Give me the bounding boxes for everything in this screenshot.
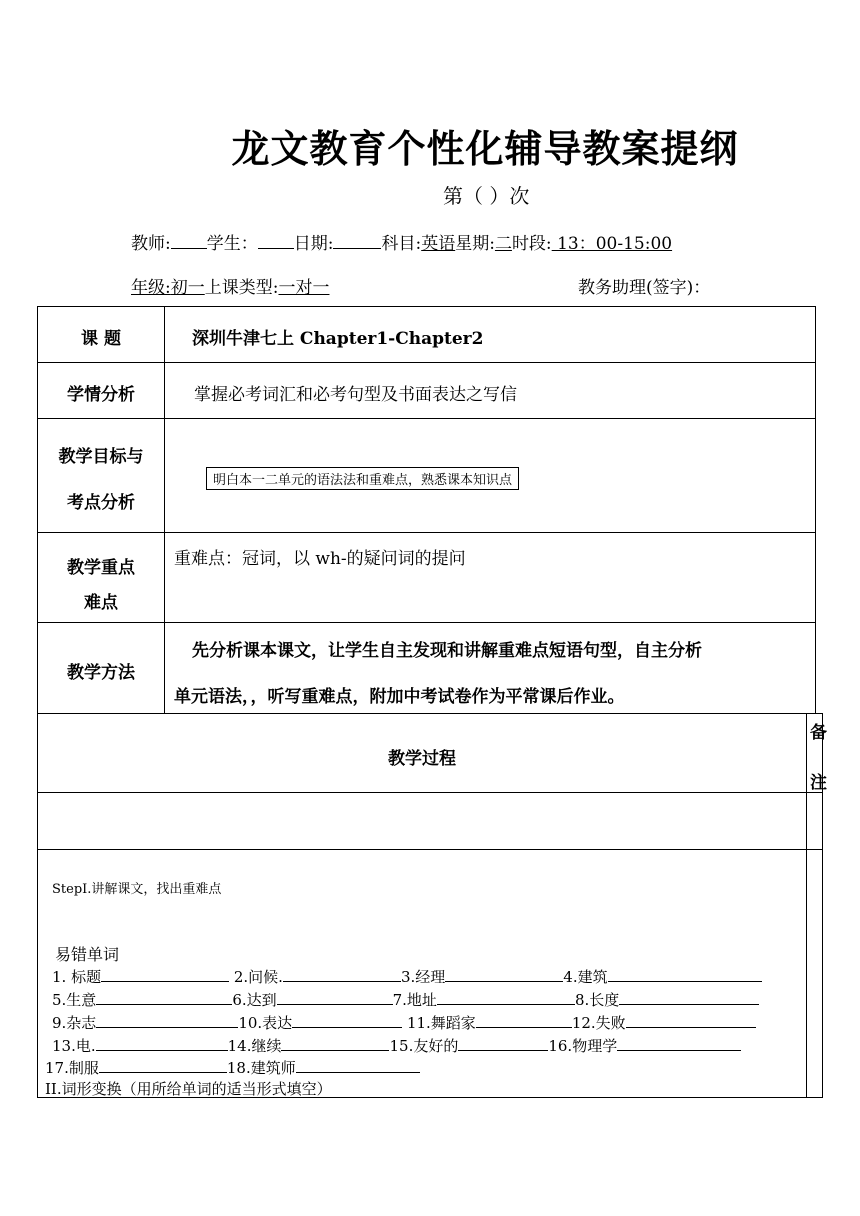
answer-blank[interactable]	[277, 990, 393, 1005]
vocab-item: 14.继续	[227, 1037, 282, 1055]
answer-blank[interactable]	[445, 967, 563, 982]
vocab-row	[52, 989, 759, 1010]
grade-label: 年级:	[131, 278, 171, 298]
vocab-item: 5.生意	[52, 991, 97, 1009]
answer-blank[interactable]	[281, 1036, 389, 1051]
session-number: 第（ ）次	[443, 184, 530, 208]
topic-label: 课 题	[81, 329, 121, 349]
vocab-item: 17.制服	[45, 1059, 99, 1077]
vocab-item: 18.建筑师	[226, 1059, 296, 1077]
answer-blank[interactable]	[608, 967, 762, 982]
vocab-item: 16.物理学	[548, 1037, 618, 1055]
vocab-row	[52, 966, 762, 987]
answer-blank[interactable]	[476, 1013, 572, 1028]
topic-value: 深圳牛津七上 Chapter1-Chapter2	[192, 329, 484, 349]
date-label: 日期:	[293, 234, 334, 254]
subject-value: 英语	[421, 234, 456, 254]
vocab-item: 9.杂志	[52, 1014, 97, 1032]
method-label: 教学方法	[67, 663, 135, 683]
answer-blank[interactable]	[296, 1058, 420, 1073]
answer-blank[interactable]	[458, 1036, 548, 1051]
info-line-2	[131, 273, 329, 298]
vocab-item: 12.失败	[571, 1014, 626, 1032]
answer-blank[interactable]	[617, 1036, 741, 1051]
answer-blank[interactable]	[283, 967, 401, 982]
vocab-item: 3.经理	[400, 968, 446, 986]
answer-blank[interactable]	[96, 1036, 228, 1051]
vocab-row	[52, 1035, 741, 1056]
teacher-label: 教师:	[131, 234, 171, 254]
student-label: 学生：	[206, 234, 258, 254]
vocab-item: 6.达到	[232, 991, 277, 1009]
period-value: 13：00-15:00	[551, 234, 673, 254]
assistant-signature: 教务助理(签字)：	[578, 278, 711, 298]
teacher-blank[interactable]	[171, 233, 207, 249]
key-label-1: 教学重点	[67, 558, 135, 578]
answer-blank[interactable]	[619, 990, 759, 1005]
key-label-2: 难点	[84, 593, 118, 613]
answer-blank[interactable]	[96, 990, 232, 1005]
vocab-title: 易错单词	[55, 945, 120, 964]
vocab-item: 2.问候.	[233, 968, 283, 986]
vocab-item: 4.建筑	[563, 968, 608, 986]
goal-label-2: 考点分析	[67, 493, 135, 513]
vocab-item: 1. 标题	[52, 968, 102, 986]
analysis-label: 学情分析	[67, 385, 135, 405]
method-line-2: 单元语法，，听写重难点，附加中考试卷作为平常课后作业。	[174, 687, 625, 707]
answer-blank[interactable]	[96, 1013, 238, 1028]
period-label: 时段:	[511, 234, 552, 254]
page-title: 龙文教育个性化辅导教案提纲	[231, 127, 739, 171]
method-line-1: 先分析课本课文，让学生自主发现和讲解重难点短语句型，自主分析	[192, 641, 702, 661]
remarks-char-1: 备	[810, 723, 827, 743]
date-blank[interactable]	[333, 233, 381, 249]
answer-blank[interactable]	[626, 1013, 756, 1028]
remarks-char-2: 注	[810, 773, 827, 793]
goal-label-1: 教学目标与	[58, 447, 144, 467]
section-two-title: II.词形变换（用所给单词的适当形式填空）	[45, 1080, 332, 1098]
answer-blank[interactable]	[292, 1013, 402, 1028]
answer-blank[interactable]	[437, 990, 575, 1005]
process-label: 教学过程	[388, 749, 456, 769]
analysis-value: 掌握必考词汇和必考句型及书面表达之写信	[194, 385, 517, 405]
vocab-item: 15.友好的	[389, 1037, 459, 1055]
key-value: 重难点：冠词，以 wh-的疑问词的提问	[174, 549, 466, 569]
vocab-item: 8.长度	[574, 991, 620, 1009]
vocab-row	[45, 1057, 420, 1078]
vocab-item: 7.地址	[392, 991, 437, 1009]
type-label: 上课类型:	[204, 278, 279, 298]
subject-label: 科目:	[381, 234, 422, 254]
student-blank[interactable]	[258, 233, 294, 249]
vocab-item: 10.表达	[238, 1014, 293, 1032]
vocab-item: 11.舞蹈家	[406, 1014, 476, 1032]
weekday-label: 星期:	[455, 234, 495, 254]
goal-value: 明白本一二单元的语法法和重难点，熟悉课本知识点	[206, 467, 519, 490]
info-line-1	[131, 229, 672, 254]
answer-blank[interactable]	[99, 1058, 227, 1073]
vocab-item: 13.电.	[52, 1037, 96, 1055]
answer-blank[interactable]	[101, 967, 229, 982]
vocab-row	[52, 1012, 756, 1033]
weekday-value: 二	[494, 234, 512, 254]
step-one: StepI.讲解课文，找出重难点	[52, 882, 222, 897]
grade-value: 初一	[170, 278, 205, 298]
type-value: 一对一	[278, 278, 330, 298]
